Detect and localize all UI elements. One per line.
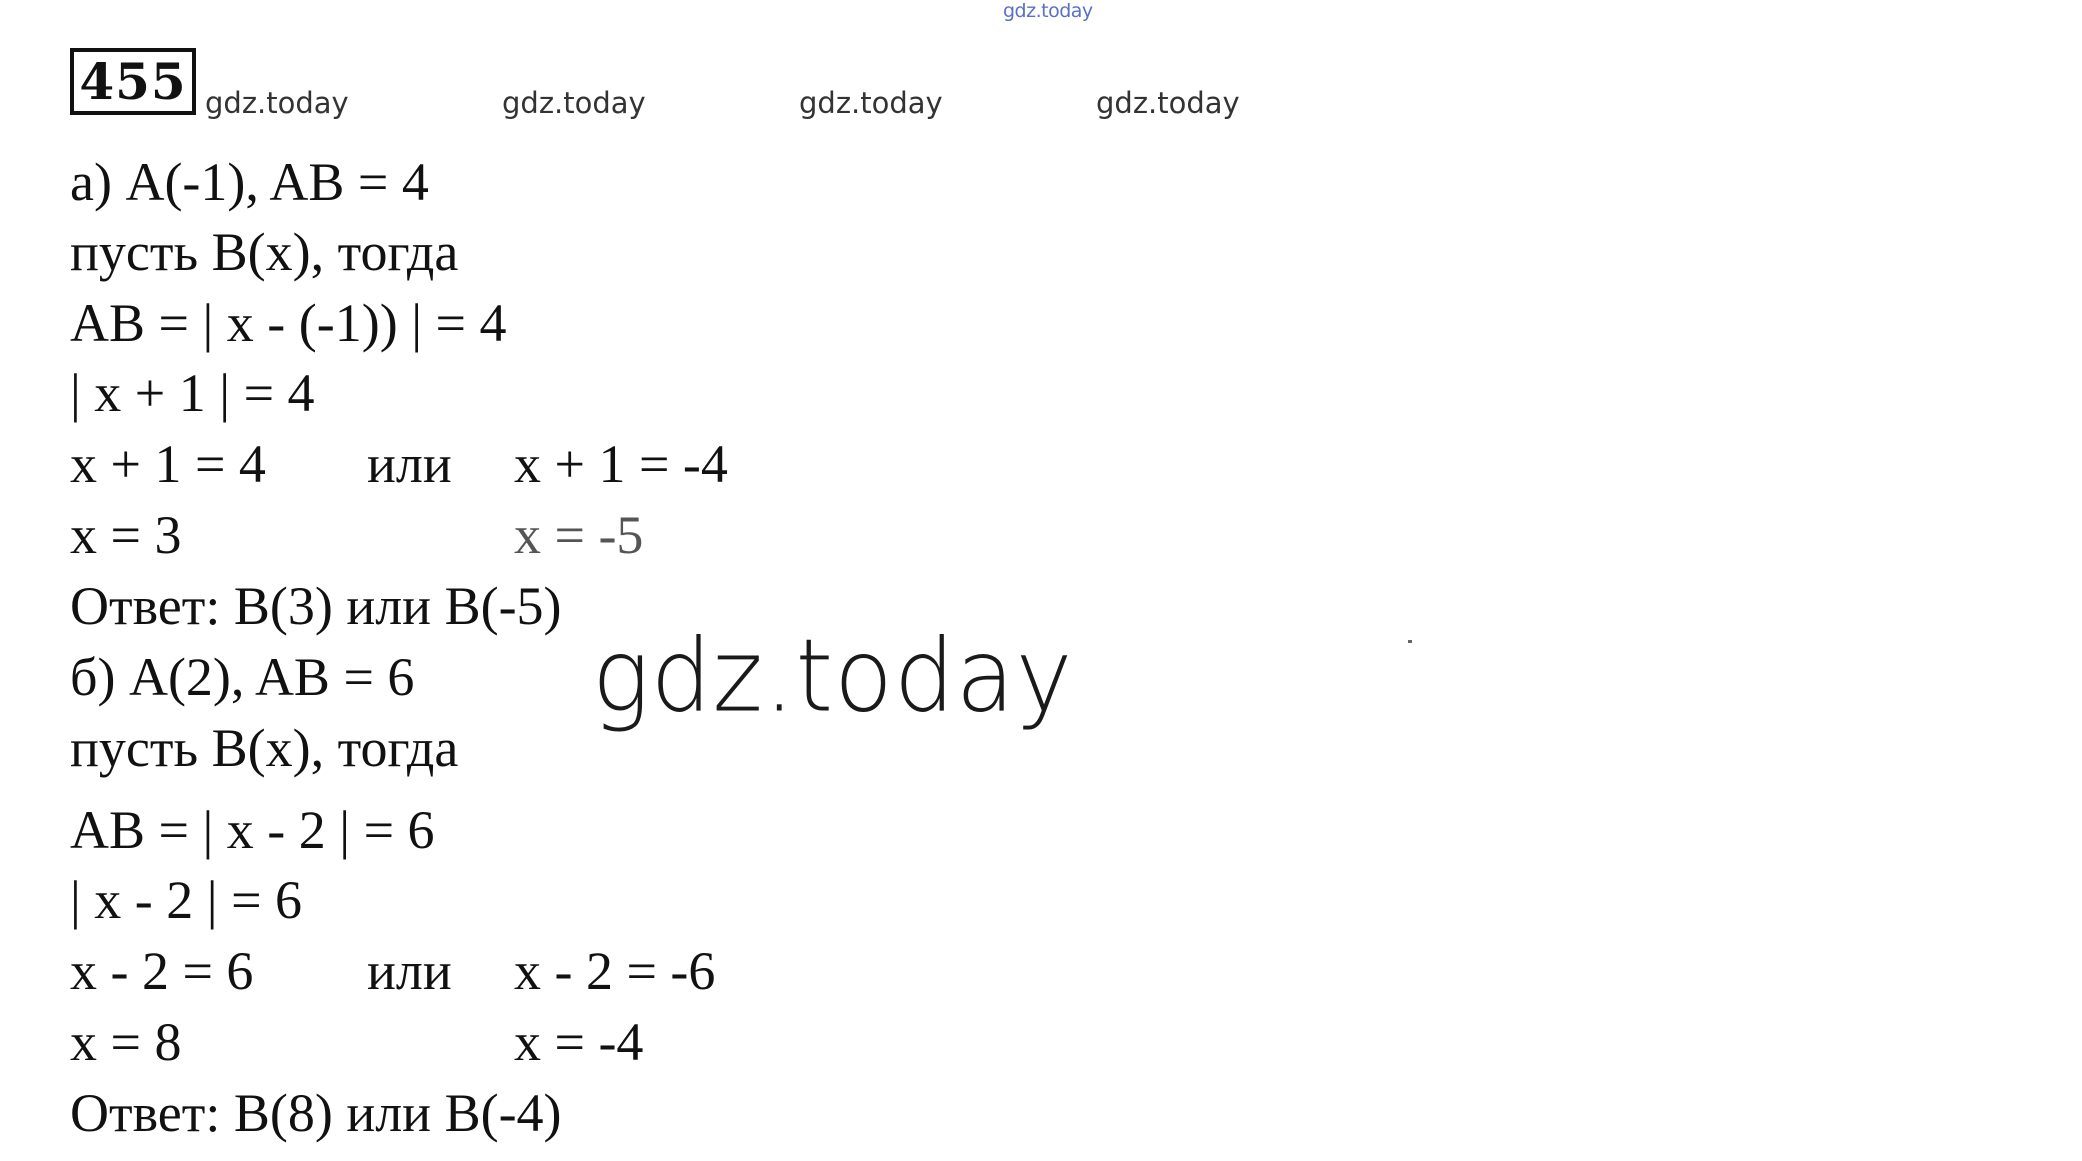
part-b-answer: Ответ: B(8) или B(-4): [70, 1083, 562, 1143]
part-b-case-right: x - 2 = -6: [514, 941, 716, 1001]
part-b-or: или: [367, 941, 452, 1001]
part-b-solution-left: x = 8: [70, 1012, 182, 1072]
part-a-header: а) A(-1), AB = 4: [70, 152, 429, 212]
part-b-equation-2: | x - 2 | = 6: [70, 870, 303, 930]
task-number-box: 455: [70, 48, 196, 115]
part-a-solution-left: x = 3: [70, 505, 182, 565]
part-a-equation-1: AB = | x - (-1)) | = 4: [70, 293, 507, 353]
part-b-solution-right: x = -4: [514, 1012, 644, 1072]
watermark-row-item: gdz.today: [205, 86, 349, 120]
part-b-case-left: x - 2 = 6: [70, 941, 254, 1001]
part-a-or: или: [367, 434, 452, 494]
part-a-solution-right: x = -5: [514, 505, 644, 565]
part-a-equation-2: | x + 1 | = 4: [70, 363, 315, 423]
part-b-equation-1: AB = | x - 2 | = 6: [70, 800, 435, 860]
part-a-answer: Ответ: B(3) или B(-5): [70, 576, 562, 636]
scan-mark: [1408, 640, 1412, 643]
watermark-large: gdz.today: [592, 617, 1074, 735]
watermark-row-item: gdz.today: [502, 86, 646, 120]
watermark-row-item: gdz.today: [799, 86, 943, 120]
part-a-let: пусть B(x), тогда: [70, 222, 459, 282]
part-b-header: б) A(2), AB = 6: [70, 647, 415, 707]
watermark-row-item: gdz.today: [1096, 86, 1240, 120]
part-a-case-left: x + 1 = 4: [70, 434, 266, 494]
part-b-let: пусть B(x), тогда: [70, 718, 459, 778]
part-a-case-right: x + 1 = -4: [514, 434, 728, 494]
watermark-top: gdz.today: [1003, 0, 1093, 22]
